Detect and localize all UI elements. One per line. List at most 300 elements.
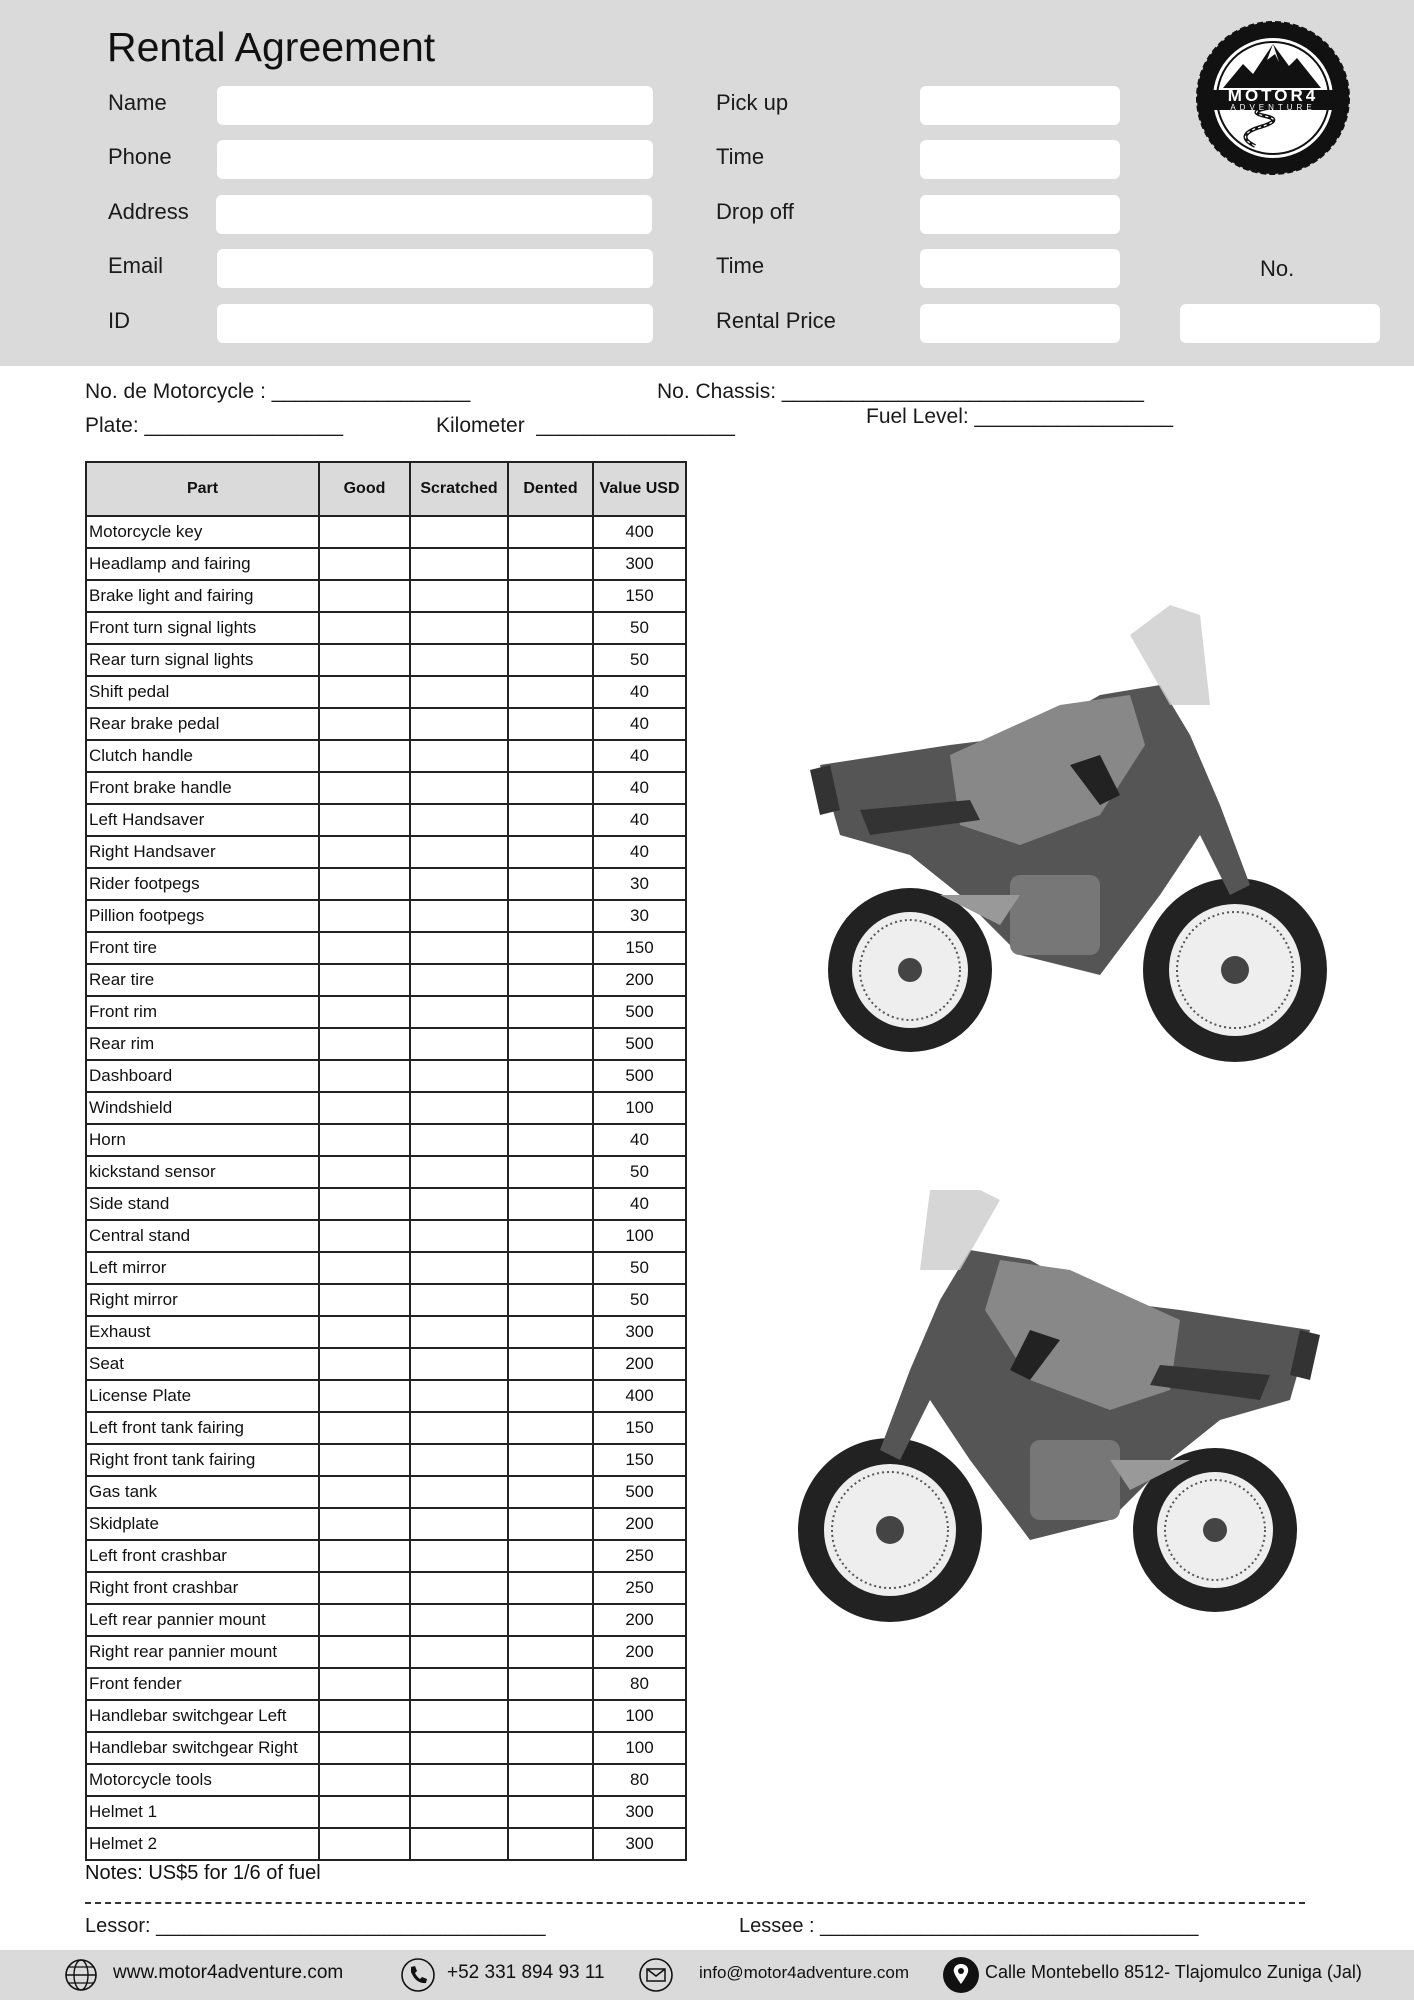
part-name-cell: Right mirror — [86, 1284, 319, 1316]
table-row — [86, 612, 686, 644]
good-checkbox-cell[interactable] — [319, 1252, 410, 1284]
dented-checkbox-cell[interactable] — [508, 1412, 593, 1444]
part-name-cell: Front turn signal lights — [86, 612, 319, 644]
table-row — [86, 1700, 686, 1732]
part-name-cell: Front tire — [86, 932, 319, 964]
scratched-checkbox-cell[interactable] — [410, 1572, 508, 1604]
table-row — [86, 1732, 686, 1764]
part-name-cell: Pillion footpegs — [86, 900, 319, 932]
logo-title: MOTOR4 — [1227, 86, 1319, 105]
scratched-checkbox-cell[interactable] — [410, 1316, 508, 1348]
scratched-checkbox-cell[interactable] — [410, 1060, 508, 1092]
pickup-time-label: Time — [716, 144, 765, 169]
address-label: Address — [108, 199, 189, 224]
scratched-checkbox-cell[interactable] — [410, 1380, 508, 1412]
good-checkbox-cell[interactable] — [319, 1668, 410, 1700]
table-row — [86, 804, 686, 836]
scratched-checkbox-cell[interactable] — [410, 580, 508, 612]
table-row — [86, 708, 686, 740]
id-field[interactable] — [217, 304, 653, 343]
table-row — [86, 868, 686, 900]
dented-checkbox-cell[interactable] — [508, 1348, 593, 1380]
value-usd-cell: 50 — [593, 612, 686, 644]
value-usd-cell: 100 — [593, 1700, 686, 1732]
value-usd-cell: 200 — [593, 964, 686, 996]
value-usd-cell: 40 — [593, 772, 686, 804]
good-checkbox-cell[interactable] — [319, 1156, 410, 1188]
dented-checkbox-cell[interactable] — [508, 740, 593, 772]
part-name-cell: kickstand sensor — [86, 1156, 319, 1188]
dented-checkbox-cell[interactable] — [508, 1220, 593, 1252]
good-checkbox-cell[interactable] — [319, 932, 410, 964]
part-name-cell: Rear rim — [86, 1028, 319, 1060]
scratched-checkbox-cell[interactable] — [410, 1028, 508, 1060]
table-row — [86, 1156, 686, 1188]
value-usd-cell: 100 — [593, 1220, 686, 1252]
good-checkbox-cell[interactable] — [319, 1444, 410, 1476]
good-checkbox-cell[interactable] — [319, 1284, 410, 1316]
dropoff-label: Drop off — [716, 199, 794, 224]
dented-checkbox-cell[interactable] — [508, 836, 593, 868]
value-usd-cell: 400 — [593, 516, 686, 548]
scratched-checkbox-cell[interactable] — [410, 932, 508, 964]
motorcycle-image-right-side — [800, 595, 1340, 1075]
motor4-adventure-logo — [1195, 20, 1351, 176]
part-name-cell: Rear turn signal lights — [86, 644, 319, 676]
table-row — [86, 772, 686, 804]
table-row — [86, 1380, 686, 1412]
good-checkbox-cell[interactable] — [319, 580, 410, 612]
part-name-cell: Exhaust — [86, 1316, 319, 1348]
table-body — [86, 516, 686, 1860]
value-usd-cell: 80 — [593, 1764, 686, 1796]
good-checkbox-cell[interactable] — [319, 644, 410, 676]
good-checkbox-cell[interactable] — [319, 996, 410, 1028]
table-row — [86, 836, 686, 868]
value-usd-cell: 40 — [593, 1188, 686, 1220]
scratched-checkbox-cell[interactable] — [410, 676, 508, 708]
table-row — [86, 548, 686, 580]
part-name-cell: Headlamp and fairing — [86, 548, 319, 580]
scratched-checkbox-cell[interactable] — [410, 516, 508, 548]
location-pin-icon — [943, 1957, 979, 1993]
table-row — [86, 1444, 686, 1476]
dented-checkbox-cell[interactable] — [508, 1028, 593, 1060]
value-usd-cell: 50 — [593, 1284, 686, 1316]
motorcycle-image-left-side — [790, 1190, 1330, 1670]
good-checkbox-cell[interactable] — [319, 772, 410, 804]
scratched-checkbox-cell[interactable] — [410, 1668, 508, 1700]
value-usd-cell: 200 — [593, 1604, 686, 1636]
number-label: No. — [1260, 256, 1295, 281]
part-name-cell: Left rear pannier mount — [86, 1604, 319, 1636]
table-row — [86, 1412, 686, 1444]
scratched-checkbox-cell[interactable] — [410, 1252, 508, 1284]
value-usd-cell: 40 — [593, 740, 686, 772]
pickup-field[interactable] — [920, 86, 1120, 125]
scratched-checkbox-cell[interactable] — [410, 612, 508, 644]
col-good-header: Good — [319, 462, 410, 516]
email-label: Email — [108, 253, 164, 278]
scratched-checkbox-cell[interactable] — [410, 644, 508, 676]
part-name-cell: Central stand — [86, 1220, 319, 1252]
value-usd-cell: 500 — [593, 1060, 686, 1092]
footer-phone[interactable]: +52 331 894 93 11 — [447, 1962, 605, 1983]
value-usd-cell: 250 — [593, 1572, 686, 1604]
lessor-signature-line: Lessor: ___________________________________ — [85, 1915, 546, 1937]
page-title: Rental Agreement — [107, 24, 436, 70]
scratched-checkbox-cell[interactable] — [410, 740, 508, 772]
good-checkbox-cell[interactable] — [319, 740, 410, 772]
dented-checkbox-cell[interactable] — [508, 964, 593, 996]
table-row — [86, 644, 686, 676]
good-checkbox-cell[interactable] — [319, 1124, 410, 1156]
mail-icon — [638, 1957, 674, 1993]
value-usd-cell: 500 — [593, 1028, 686, 1060]
value-usd-cell: 300 — [593, 1796, 686, 1828]
scratched-checkbox-cell[interactable] — [410, 548, 508, 580]
dented-checkbox-cell[interactable] — [508, 1828, 593, 1860]
dented-checkbox-cell[interactable] — [508, 1796, 593, 1828]
part-name-cell: Front fender — [86, 1668, 319, 1700]
dented-checkbox-cell[interactable] — [508, 1188, 593, 1220]
value-usd-cell: 300 — [593, 1316, 686, 1348]
value-usd-cell: 300 — [593, 548, 686, 580]
scratched-checkbox-cell[interactable] — [410, 1828, 508, 1860]
dented-checkbox-cell[interactable] — [508, 1444, 593, 1476]
value-usd-cell: 50 — [593, 644, 686, 676]
good-checkbox-cell[interactable] — [319, 1188, 410, 1220]
scratched-checkbox-cell[interactable] — [410, 1508, 508, 1540]
part-name-cell: License Plate — [86, 1380, 319, 1412]
value-usd-cell: 100 — [593, 1092, 686, 1124]
table-row — [86, 1604, 686, 1636]
value-usd-cell: 30 — [593, 868, 686, 900]
dented-checkbox-cell[interactable] — [508, 1540, 593, 1572]
pickup-time-field[interactable] — [920, 140, 1120, 179]
table-row — [86, 1252, 686, 1284]
value-usd-cell: 80 — [593, 1668, 686, 1700]
scratched-checkbox-cell[interactable] — [410, 1796, 508, 1828]
scratched-checkbox-cell[interactable] — [410, 1604, 508, 1636]
email-field[interactable] — [217, 249, 653, 288]
good-checkbox-cell[interactable] — [319, 1540, 410, 1572]
part-name-cell: Skidplate — [86, 1508, 319, 1540]
part-name-cell: Front rim — [86, 996, 319, 1028]
part-name-cell: Rear brake pedal — [86, 708, 319, 740]
address-field[interactable] — [216, 195, 652, 234]
table-row — [86, 1540, 686, 1572]
phone-icon — [400, 1957, 436, 1993]
dropoff-time-field[interactable] — [920, 249, 1120, 288]
table-row — [86, 900, 686, 932]
name-label: Name — [108, 90, 167, 115]
scratched-checkbox-cell[interactable] — [410, 1636, 508, 1668]
dented-checkbox-cell[interactable] — [508, 708, 593, 740]
value-usd-cell: 150 — [593, 932, 686, 964]
scratched-checkbox-cell[interactable] — [410, 1156, 508, 1188]
part-name-cell: Motorcycle tools — [86, 1764, 319, 1796]
dented-checkbox-cell[interactable] — [508, 900, 593, 932]
part-name-cell: Right rear pannier mount — [86, 1636, 319, 1668]
part-name-cell: Handlebar switchgear Left — [86, 1700, 319, 1732]
dented-checkbox-cell[interactable] — [508, 996, 593, 1028]
value-usd-cell: 200 — [593, 1508, 686, 1540]
table-row — [86, 740, 686, 772]
scratched-checkbox-cell[interactable] — [410, 900, 508, 932]
kilometer-line: Kilometer _________________ — [436, 414, 735, 437]
value-usd-cell: 300 — [593, 1828, 686, 1860]
value-usd-cell: 200 — [593, 1636, 686, 1668]
value-usd-cell: 30 — [593, 900, 686, 932]
part-name-cell: Gas tank — [86, 1476, 319, 1508]
value-usd-cell: 100 — [593, 1732, 686, 1764]
part-name-cell: Left front tank fairing — [86, 1412, 319, 1444]
scratched-checkbox-cell[interactable] — [410, 836, 508, 868]
scratched-checkbox-cell[interactable] — [410, 1220, 508, 1252]
good-checkbox-cell[interactable] — [319, 1508, 410, 1540]
value-usd-cell: 40 — [593, 676, 686, 708]
dented-checkbox-cell[interactable] — [508, 1380, 593, 1412]
table-row — [86, 1316, 686, 1348]
good-checkbox-cell[interactable] — [319, 1572, 410, 1604]
good-checkbox-cell[interactable] — [319, 1700, 410, 1732]
value-usd-cell: 150 — [593, 1412, 686, 1444]
globe-icon — [63, 1957, 99, 1993]
good-checkbox-cell[interactable] — [319, 1796, 410, 1828]
part-name-cell: Windshield — [86, 1092, 319, 1124]
good-checkbox-cell[interactable] — [319, 964, 410, 996]
part-name-cell: Left mirror — [86, 1252, 319, 1284]
good-checkbox-cell[interactable] — [319, 868, 410, 900]
table-row — [86, 964, 686, 996]
col-value-header: Value USD — [593, 462, 686, 516]
part-name-cell: Rear tire — [86, 964, 319, 996]
table-header-row — [86, 462, 686, 516]
dented-checkbox-cell[interactable] — [508, 1156, 593, 1188]
dented-checkbox-cell[interactable] — [508, 1764, 593, 1796]
lessee-signature-line: Lessee : __________________________________ — [739, 1915, 1199, 1937]
fuel-note: Notes: US$5 for 1/6 of fuel — [85, 1862, 321, 1884]
scratched-checkbox-cell[interactable] — [410, 964, 508, 996]
table-row — [86, 1828, 686, 1860]
name-field[interactable] — [217, 86, 653, 125]
table-row — [86, 1636, 686, 1668]
dented-checkbox-cell[interactable] — [508, 1636, 593, 1668]
dented-checkbox-cell[interactable] — [508, 1284, 593, 1316]
good-checkbox-cell[interactable] — [319, 1412, 410, 1444]
dented-checkbox-cell[interactable] — [508, 548, 593, 580]
footer-email[interactable]: info@motor4adventure.com — [699, 1963, 910, 1982]
part-name-cell: Motorcycle key — [86, 516, 319, 548]
dented-checkbox-cell[interactable] — [508, 1732, 593, 1764]
part-name-cell: Right front tank fairing — [86, 1444, 319, 1476]
part-name-cell: Brake light and fairing — [86, 580, 319, 612]
table-row — [86, 1796, 686, 1828]
good-checkbox-cell[interactable] — [319, 836, 410, 868]
part-name-cell: Seat — [86, 1348, 319, 1380]
dented-checkbox-cell[interactable] — [508, 1700, 593, 1732]
good-checkbox-cell[interactable] — [319, 1380, 410, 1412]
scratched-checkbox-cell[interactable] — [410, 1732, 508, 1764]
value-usd-cell: 50 — [593, 1156, 686, 1188]
good-checkbox-cell[interactable] — [319, 708, 410, 740]
plate-line: Plate: _________________ — [85, 414, 344, 437]
table-row — [86, 516, 686, 548]
scratched-checkbox-cell[interactable] — [410, 1764, 508, 1796]
scratched-checkbox-cell[interactable] — [410, 1348, 508, 1380]
part-name-cell: Side stand — [86, 1188, 319, 1220]
table-row — [86, 1060, 686, 1092]
good-checkbox-cell[interactable] — [319, 1220, 410, 1252]
part-name-cell: Handlebar switchgear Right — [86, 1732, 319, 1764]
value-usd-cell: 40 — [593, 836, 686, 868]
scratched-checkbox-cell[interactable] — [410, 772, 508, 804]
table-row — [86, 996, 686, 1028]
table-row — [86, 1764, 686, 1796]
good-checkbox-cell[interactable] — [319, 676, 410, 708]
dented-checkbox-cell[interactable] — [508, 1124, 593, 1156]
dented-checkbox-cell[interactable] — [508, 612, 593, 644]
dented-checkbox-cell[interactable] — [508, 1604, 593, 1636]
scratched-checkbox-cell[interactable] — [410, 868, 508, 900]
good-checkbox-cell[interactable] — [319, 1316, 410, 1348]
good-checkbox-cell[interactable] — [319, 1060, 410, 1092]
dented-checkbox-cell[interactable] — [508, 1508, 593, 1540]
dented-checkbox-cell[interactable] — [508, 676, 593, 708]
table-row — [86, 1284, 686, 1316]
notes-line — [85, 1902, 1305, 1904]
part-name-cell: Left front crashbar — [86, 1540, 319, 1572]
dented-checkbox-cell[interactable] — [508, 1668, 593, 1700]
good-checkbox-cell[interactable] — [319, 1764, 410, 1796]
dented-checkbox-cell[interactable] — [508, 1572, 593, 1604]
part-name-cell: Front brake handle — [86, 772, 319, 804]
dented-checkbox-cell[interactable] — [508, 644, 593, 676]
good-checkbox-cell[interactable] — [319, 1348, 410, 1380]
table-row — [86, 1348, 686, 1380]
dented-checkbox-cell[interactable] — [508, 1060, 593, 1092]
value-usd-cell: 200 — [593, 1348, 686, 1380]
footer-address: Calle Montebello 8512- Tlajomulco Zuniga (Jal) — [985, 1962, 1362, 1982]
good-checkbox-cell[interactable] — [319, 1604, 410, 1636]
scratched-checkbox-cell[interactable] — [410, 1412, 508, 1444]
scratched-checkbox-cell[interactable] — [410, 1540, 508, 1572]
motorcycle-number-line: No. de Motorcycle : _________________ — [85, 380, 471, 403]
scratched-checkbox-cell[interactable] — [410, 1188, 508, 1220]
table-row — [86, 1220, 686, 1252]
good-checkbox-cell[interactable] — [319, 804, 410, 836]
value-usd-cell: 500 — [593, 1476, 686, 1508]
table-row — [86, 1188, 686, 1220]
good-checkbox-cell[interactable] — [319, 1636, 410, 1668]
table-row — [86, 1476, 686, 1508]
good-checkbox-cell[interactable] — [319, 1028, 410, 1060]
value-usd-cell: 40 — [593, 804, 686, 836]
scratched-checkbox-cell[interactable] — [410, 1444, 508, 1476]
part-name-cell: Dashboard — [86, 1060, 319, 1092]
scratched-checkbox-cell[interactable] — [410, 1700, 508, 1732]
id-label: ID — [108, 308, 130, 333]
part-name-cell: Right Handsaver — [86, 836, 319, 868]
phone-field[interactable] — [217, 140, 653, 179]
value-usd-cell: 500 — [593, 996, 686, 1028]
rental-price-field[interactable] — [920, 304, 1120, 343]
value-usd-cell: 50 — [593, 1252, 686, 1284]
logo-subtitle: ADVENTURE — [1230, 103, 1316, 112]
parts-condition-table — [85, 461, 687, 1861]
pickup-label: Pick up — [716, 90, 789, 115]
part-name-cell: Helmet 2 — [86, 1828, 319, 1860]
col-part-header: Part — [86, 462, 319, 516]
part-name-cell: Right front crashbar — [86, 1572, 319, 1604]
good-checkbox-cell[interactable] — [319, 612, 410, 644]
good-checkbox-cell[interactable] — [319, 516, 410, 548]
value-usd-cell: 250 — [593, 1540, 686, 1572]
value-usd-cell: 40 — [593, 708, 686, 740]
dented-checkbox-cell[interactable] — [508, 1476, 593, 1508]
dented-checkbox-cell[interactable] — [508, 1316, 593, 1348]
scratched-checkbox-cell[interactable] — [410, 1476, 508, 1508]
scratched-checkbox-cell[interactable] — [410, 708, 508, 740]
value-usd-cell: 150 — [593, 1444, 686, 1476]
good-checkbox-cell[interactable] — [319, 548, 410, 580]
dented-checkbox-cell[interactable] — [508, 932, 593, 964]
dented-checkbox-cell[interactable] — [508, 772, 593, 804]
footer-website[interactable]: www.motor4adventure.com — [113, 1962, 344, 1983]
part-name-cell: Shift pedal — [86, 676, 319, 708]
number-field[interactable] — [1180, 304, 1380, 343]
scratched-checkbox-cell[interactable] — [410, 804, 508, 836]
good-checkbox-cell[interactable] — [319, 1828, 410, 1860]
value-usd-cell: 40 — [593, 1124, 686, 1156]
fuel-level-line: Fuel Level: _________________ — [866, 405, 1174, 428]
col-scratched-header: Scratched — [410, 462, 508, 516]
good-checkbox-cell[interactable] — [319, 1732, 410, 1764]
table-row — [86, 580, 686, 612]
dented-checkbox-cell[interactable] — [508, 804, 593, 836]
dented-checkbox-cell[interactable] — [508, 516, 593, 548]
part-name-cell: Rider footpegs — [86, 868, 319, 900]
scratched-checkbox-cell[interactable] — [410, 996, 508, 1028]
value-usd-cell: 400 — [593, 1380, 686, 1412]
dented-checkbox-cell[interactable] — [508, 1252, 593, 1284]
table-row — [86, 1508, 686, 1540]
dented-checkbox-cell[interactable] — [508, 868, 593, 900]
dropoff-field[interactable] — [920, 195, 1120, 234]
good-checkbox-cell[interactable] — [319, 1476, 410, 1508]
part-name-cell: Clutch handle — [86, 740, 319, 772]
table-row — [86, 1092, 686, 1124]
col-dented-header: Dented — [508, 462, 593, 516]
good-checkbox-cell[interactable] — [319, 1092, 410, 1124]
value-usd-cell: 150 — [593, 580, 686, 612]
scratched-checkbox-cell[interactable] — [410, 1124, 508, 1156]
scratched-checkbox-cell[interactable] — [410, 1092, 508, 1124]
table-row — [86, 1028, 686, 1060]
scratched-checkbox-cell[interactable] — [410, 1284, 508, 1316]
phone-label: Phone — [108, 144, 172, 169]
table-row — [86, 932, 686, 964]
part-name-cell: Left Handsaver — [86, 804, 319, 836]
good-checkbox-cell[interactable] — [319, 900, 410, 932]
table-row — [86, 1572, 686, 1604]
dropoff-time-label: Time — [716, 253, 765, 278]
table-row — [86, 1124, 686, 1156]
dented-checkbox-cell[interactable] — [508, 1092, 593, 1124]
part-name-cell: Helmet 1 — [86, 1796, 319, 1828]
dented-checkbox-cell[interactable] — [508, 580, 593, 612]
